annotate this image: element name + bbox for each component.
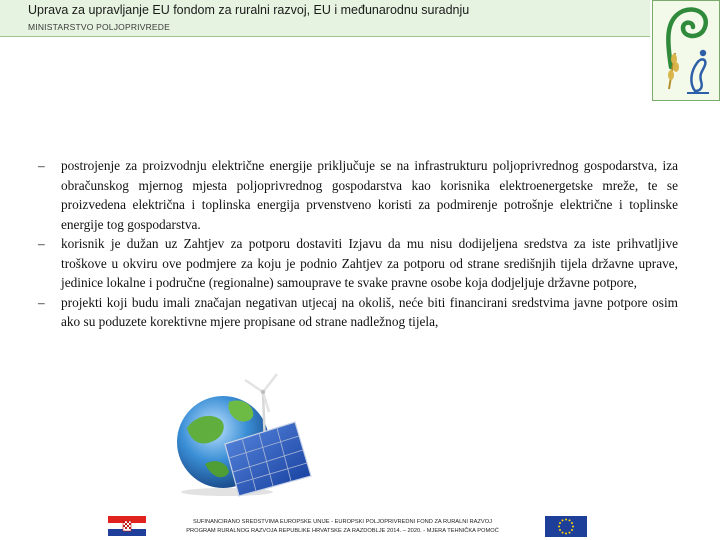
list-item-text: korisnik je dužan uz Zahtjev za potporu dostaviti Izjavu da mu nisu dodijeljena sredstva za iste prihvatljive troškove u okviru ove podmjere za koju je podnio Zahtjev za potporu od strane središnjih tijela državne uprave, jedinice lokalne i područne (regionalne) samouprave te svake pravne osobe koja dodjeljuje državne potpore, [61,236,678,290]
list-item-text: postrojenje za proizvodnju električne energije priključuje se na infrastrukturu poljoprivrednog gospodarstva, iza obračunskog mjernog mjesta poljoprivrednog gospodarstva kao korisnika elektroenergetske mreže, te se proizvedena električna i toplinska energija prvenstveno koristi za podmirenje potrošnje električne i toplinske energije tog gospodarstva. [61,158,678,232]
header-band [0,0,650,37]
ministry-logo-icon [653,1,719,100]
ministry-name: MINISTARSTVO POLJOPRIVREDE [28,22,171,32]
eu-flag-icon [545,516,587,537]
content-list [38,156,678,332]
list-item [38,234,678,293]
bullet-dash: – [38,294,45,310]
footer-line-1: SUFINANCIRANO SREDSTVIMA EUROPSKE UNIJE - EUROPSKI POLJOPRIVREDNI FOND ZA RURALNI RAZVOJ [193,519,492,525]
bullet-dash: – [38,236,45,251]
bullet-dash: – [38,158,45,173]
list-item [38,293,678,332]
list-item-text: projekti koji budu imali značajan negativan utjecaj na okoliš, neće biti financirani sredstvima javne potpore osim ako su poduzete korektivne mjere propisane od strane nadležnog tijela, [61,294,678,329]
renewable-energy-globe-icon [165,372,315,497]
footer-line-2: PROGRAM RURALNOG RAZVOJA REPUBLIKE HRVATSKE ZA RAZDOBLJE 2014. – 2020. - MJERA TEHNIČKA POMOĆ [186,528,499,534]
ministry-logo [652,0,720,101]
croatia-flag-icon [108,516,146,536]
renewable-energy-illustration [165,372,315,497]
list-item [38,156,678,234]
footer-text [150,518,535,536]
page-title: Uprava za upravljanje EU fondom za ruralni razvoj, EU i međunarodnu suradnju [28,3,470,17]
